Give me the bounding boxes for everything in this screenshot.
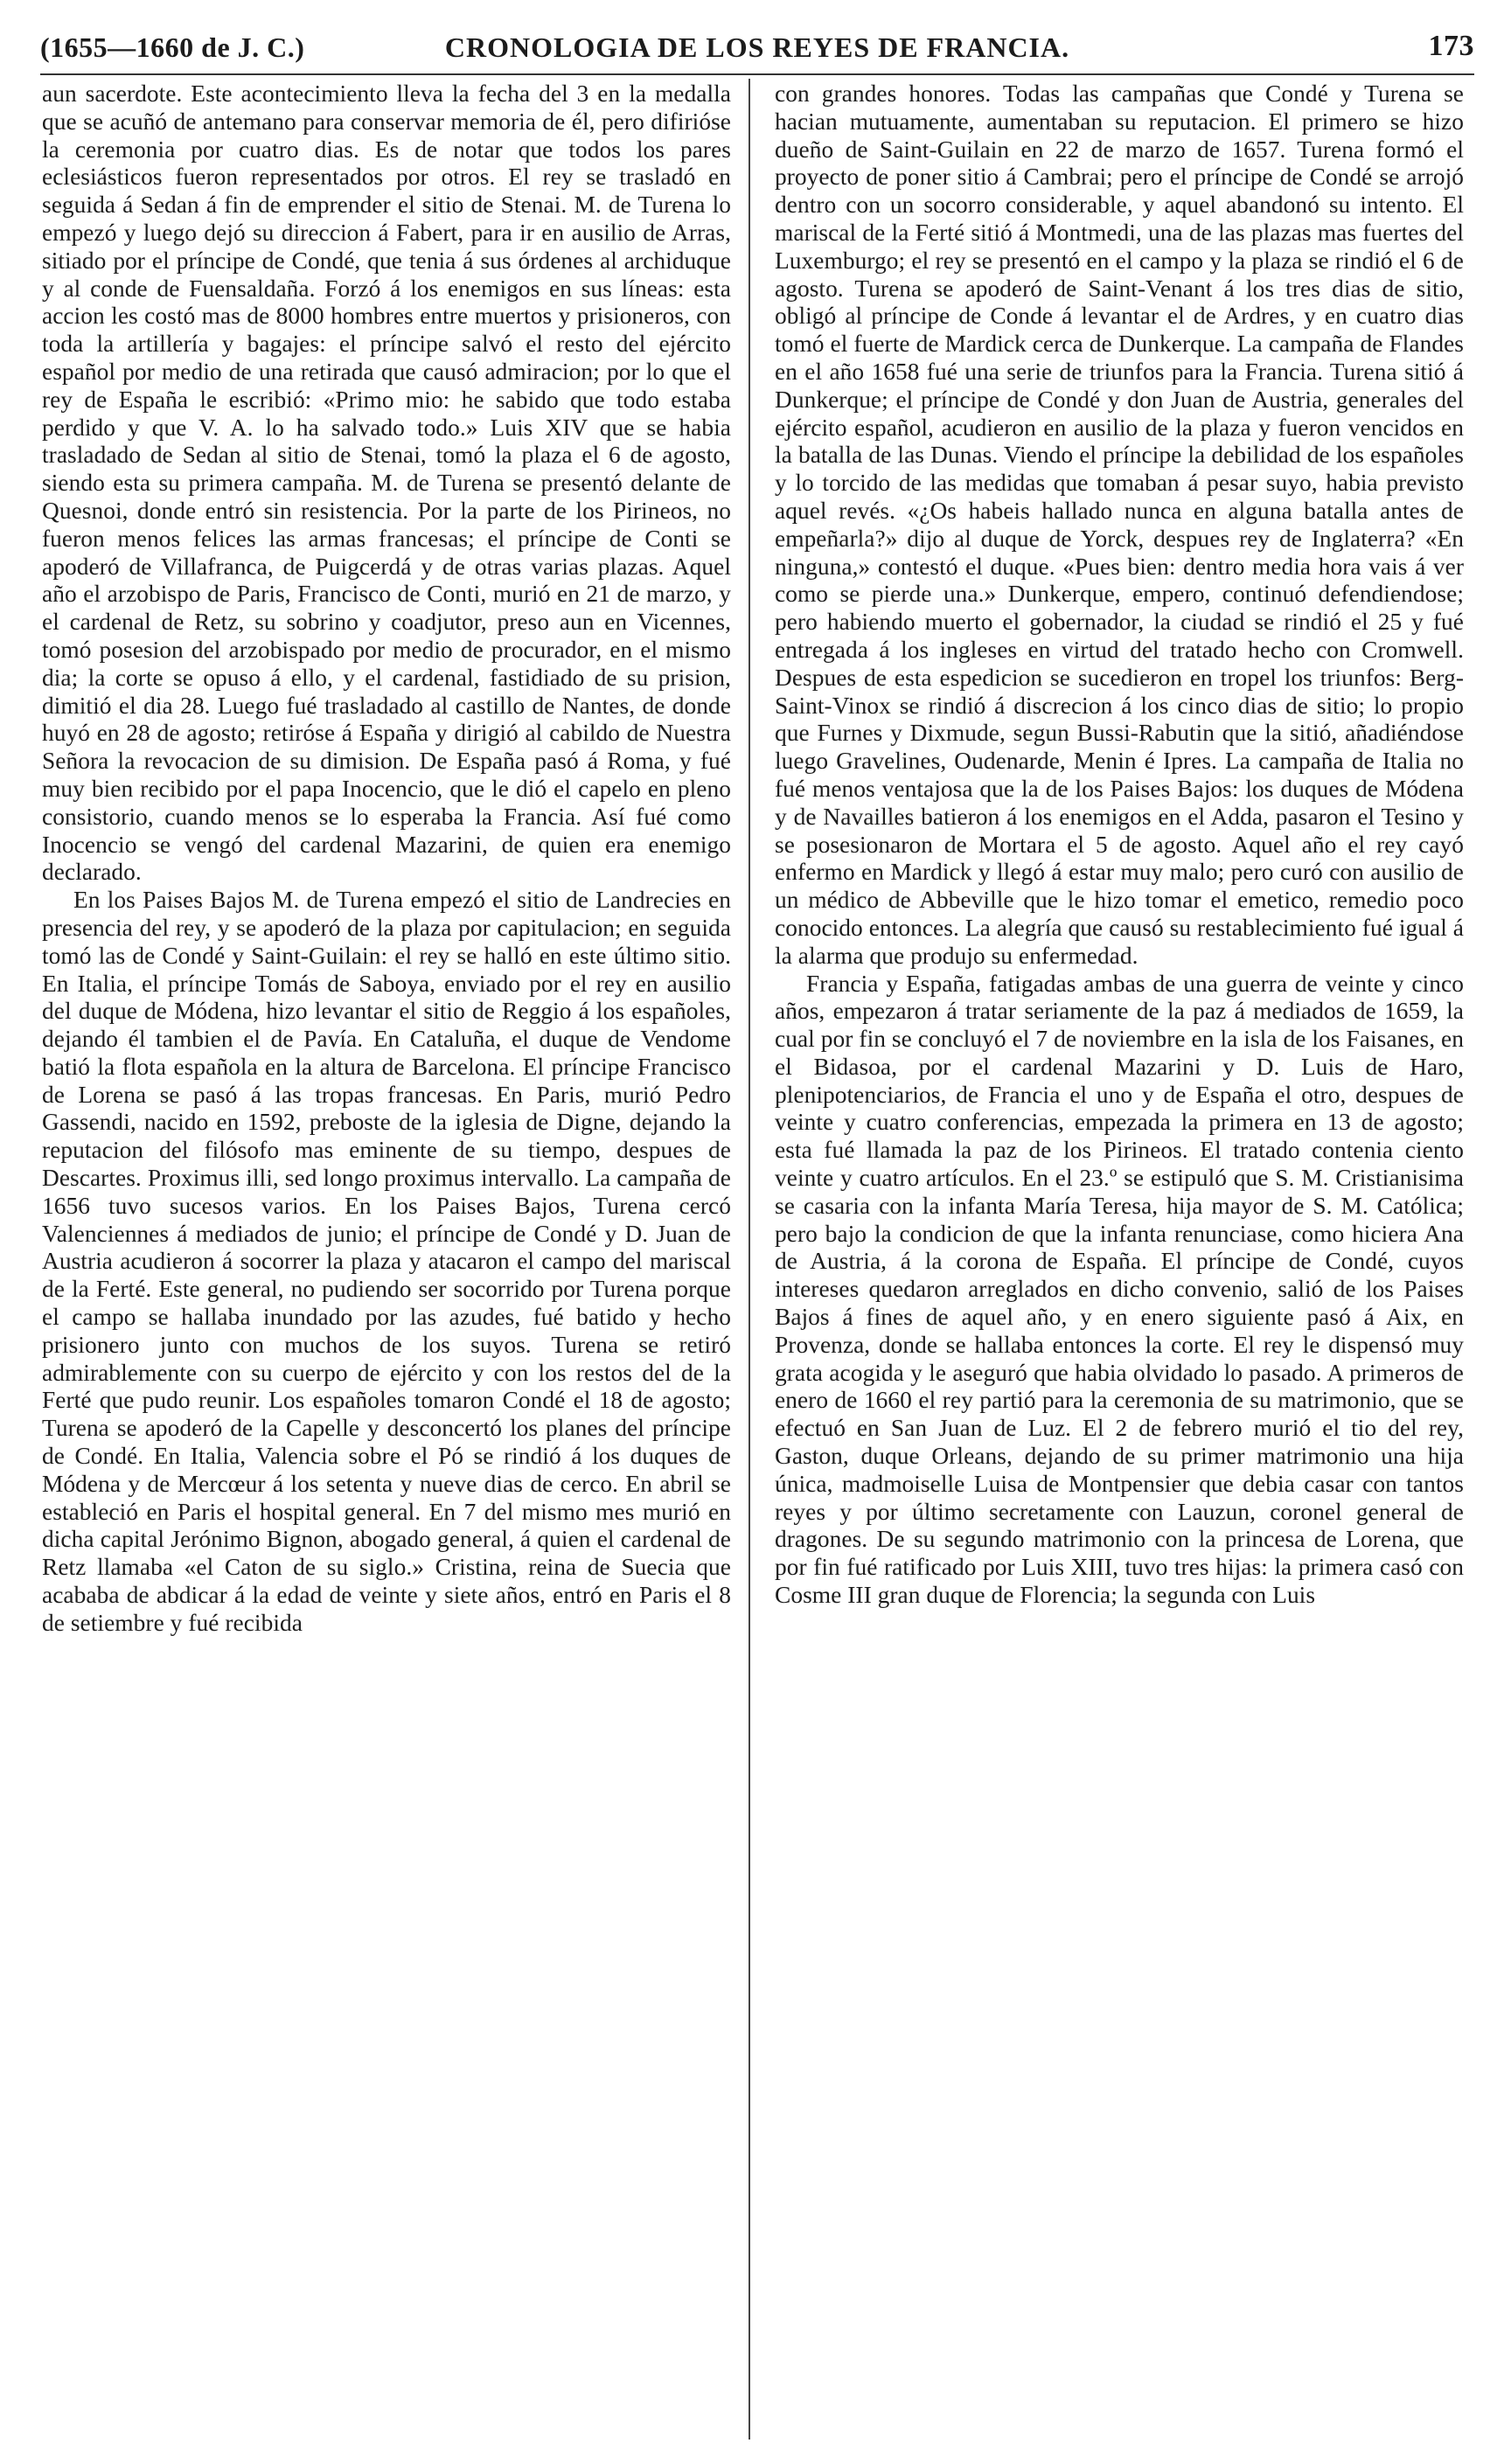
right-column — [775, 80, 1464, 2441]
header-title: CRONOLOGIA DE LOS REYES DE FRANCIA. — [444, 31, 1070, 63]
page-number: 173 — [1428, 30, 1474, 62]
right-paragraph-1: con grandes honores. Todas las campañas que Condé y Turena se hacian mutuamente, aumentaban su reputacion. El primero se hizo dueño de Saint-Guilain en 22 de marzo de 1657. Turena formó el proyecto de poner sitio á Cambrai; pero el príncipe de Condé se arrojó dentro con un socorro considerable, y aquel abandonó su intento. El mariscal de la Ferté sitió á Montmedi, una de las plazas mas fuertes del Luxemburgo; el rey se presentó en el campo y la plaza se rindió el 6 de agosto. Turena se apoderó de Saint-Venant á los tres dias de sitio, obligó al príncipe de Conde á levantar el de Ardres, y en cuatro dias tomó el fuerte de Mardick cerca de Dunkerque. La campaña de Flandes en el año 1658 fué una serie de triunfos para la Francia. Turena sitió á Dunkerque; el príncipe de Condé y don Juan de Austria, generales del ejército español, acudieron en ausilio de la plaza y fueron vencidos en la batalla de las Dunas. Viendo el príncipe la debilidad de los españoles y lo torcido de las medidas que tomaban á pesar suyo, habia previsto aquel revés. «¿Os habeis hallado nunca en alguna batalla antes de empeñarla?» dijo al duque de Yorck, despues rey de Inglaterra? «En ninguna,» contestó el duque. «Pues bien: dentro media hora vais á ver como se pierde una.» Dunkerque, empero, continuó defendiendose; pero habiendo muerto el gobernador, la ciudad se rindió el 25 y fué entregada á los ingleses en virtud del tratado hecho con Cromwell. Despues de esta espedicion se sucedieron en tropel los triunfos: Berg-Saint-Vinox se rindió á discrecion á los cinco dias de sitio; lo propio que Furnes y Dixmude, segun Bussi-Rabutin que la sitió, añadiéndose luego Gravelines, Oudenarde, Menin é Ipres. La campaña de Italia no fué menos ventajosa que la de los Paises Bajos: los duques de Módena y de Navailles batieron á los enemigos en el Adda, pasaron el Tesino y se posesionaron de Mortara el 5 de agosto. Aquel año el rey cayó enfermo en Mardick y llegó á estar muy malo; pero curó con ausilio de un médico de Abbeville que le hizo tomar el emetico, remedio poco conocido entonces. La alegría que causó su restablecimiento fué igual á la alarma que produjo su enfermedad. — [775, 80, 1464, 969]
page-header — [40, 24, 1474, 77]
right-paragraph-2: Francia y España, fatigadas ambas de una guerra de veinte y cinco años, empezaron á tratar seriamente de la paz á mediados de 1659, la cual por fin se concluyó el 7 de noviembre en la isla de los Faisanes, en el Bidasoa, por el cardenal Mazarini y D. Luis de Haro, plenipotenciarios, de Francia el uno y de España el otro, despues de veinte y cuatro conferencias, empezada la primera en 13 de agosto; esta fué llamada la paz de los Pirineos. El tratado contenia ciento veinte y cuatro artículos. En el 23.º se estipuló que S. M. Cristianisima se casaria con la infanta María Teresa, hija mayor de S. M. Católica; pero bajo la condicion de que la infanta renunciase, como hiciera Ana de Austria, á la corona de España. El príncipe de Condé, cuyos intereses quedaron arreglados en dicho convenio, salió de los Paises Bajos á fines de aquel año, y en enero siguiente pasó á Aix, en Provenza, donde se hallaba entonces la corte. El rey le dispensó muy grata acogida y le aseguró que habia olvidado lo pasado. A primeros de enero de 1660 el rey partió para la ceremonia de su matrimonio, que se efectuó en San Juan de Luz. El 2 de febrero murió el tio del rey, Gaston, duque Orleans, dejando de su primer matrimonio una hija única, madmoiselle Luisa de Montpensier que debia casar con tantos reyes y por último secretamente con Lauzun, coronel general de dragones. De su segundo matrimonio con la princesa de Lorena, que por fin fué ratificado por Luis XIII, tuvo tres hijas: la primera casó con Cosme III gran duque de Florencia; la segunda con Luis — [775, 970, 1464, 1609]
left-paragraph-2: En los Paises Bajos M. de Turena empezó el sitio de Landrecies en presencia del rey, y se apoderó de la plaza por capitulacion; en seguida tomó las de Condé y Saint-Guilain: el rey se halló en este último sitio. En Italia, el príncipe Tomás de Saboya, enviado por el rey en ausilio del duque de Módena, hizo levantar el sitio de Reggio á los españoles, dejando él tambien el de Pavía. En Cataluña, el duque de Vendome batió la flota española en la altura de Barcelona. El príncipe Francisco de Lorena se pasó á las tropas francesas. En Paris, murió Pedro Gassendi, nacido en 1592, preboste de la iglesia de Digne, dejando la reputacion del filósofo mas eminente de su tiempo, despues de Descartes. Proximus illi, sed longo proximus intervallo. La campaña de 1656 tuvo sucesos varios. En los Paises Bajos, Turena cercó Valenciennes á mediados de junio; el príncipe de Condé y D. Juan de Austria acudieron á socorrer la plaza y atacaron el campo del mariscal de la Ferté. Este general, no pudiendo ser socorrido por Turena porque el campo se hallaba inundado por las azudes, fué batido y hecho prisionero junto con muchos de los suyos. Turena se retiró admirablemente con su cuerpo de ejército y con los restos del de la Ferté que pudo reunir. Los españoles tomaron Condé el 18 de agosto; Turena se apoderó de la Capelle y desconcertó los planes del príncipe de Condé. En Italia, Valencia sobre el Pó se rindió á los duques de Módena y de Mercœur á los setenta y nueve dias de cerco. En abril se estableció en Paris el hospital general. En 7 del mismo mes murió en dicha capital Jerónimo Bignon, abogado general, á quien el cardenal de Retz llamaba «el Caton de su siglo.» Cristina, reina de Suecia que acababa de abdicar á la edad de veinte y siete años, entró en Paris el 8 de setiembre y fué recibida — [42, 887, 731, 1636]
header-rule — [40, 73, 1474, 75]
left-paragraph-1: aun sacerdote. Este acontecimiento lleva la fecha del 3 en la medalla que se acuñó de antemano para conservar memoria de él, pero difirióse la ceremonia por cuatro dias. Es de notar que todos los pares eclesiásticos fueron representados por otros. El rey se trasladó en seguida á Sedan á fin de emprender el sitio de Stenai. M. de Turena lo empezó y luego dejó su direccion á Fabert, para ir en ausilio de Arras, sitiado por el príncipe de Condé, que tenia á sus órdenes al archiduque y al conde de Fuensaldaña. Forzó á los enemigos en sus líneas: esta accion les costó mas de 8000 hombres entre muertos y prisioneros, con toda la artillería y bagajes: el príncipe salvó el resto del ejército español por medio de una retirada que causó admiracion; por lo que el rey de España le escribió: «Primo mio: he sabido que todo estaba perdido y que V. A. lo ha salvado todo.» Luis XIV que se habia trasladado de Sedan al sitio de Stenai, tomó la plaza el 6 de agosto, siendo esta su primera campaña. M. de Turena se presentó delante de Quesnoi, donde entró sin resistencia. Por la parte de los Pirineos, no fueron menos felices las armas francesas; el príncipe de Conti se apoderó de Villafranca, de Puigcerdá y de otras varias plazas. Aquel año el arzobispo de Paris, Francisco de Conti, murió en 21 de marzo, y el cardenal de Retz, su sobrino y coadjutor, preso aun en Vicennes, tomó posesion del arzobispado por medio de procurador, en el mismo dia; la corte se opuso á ello, y el cardenal, fastidiado de su prision, dimitió el dia 28. Luego fué trasladado al castillo de Nantes, de donde huyó en 28 de agosto; retiróse á España y dirigió al cabildo de Nuestra Señora la revocacion de su dimision. De España pasó á Roma, y fué muy bien recibido por el papa Inocencio, que le dió el capelo en pleno consistorio, cuando menos se lo esperaba la Francia. Así fué como Inocencio se vengó del cardenal Mazarini, de quien era enemigo declarado. — [42, 80, 731, 886]
column-divider — [749, 79, 750, 2440]
left-column — [42, 80, 731, 2441]
header-years: (1655—1660 de J. C.) — [40, 31, 305, 63]
